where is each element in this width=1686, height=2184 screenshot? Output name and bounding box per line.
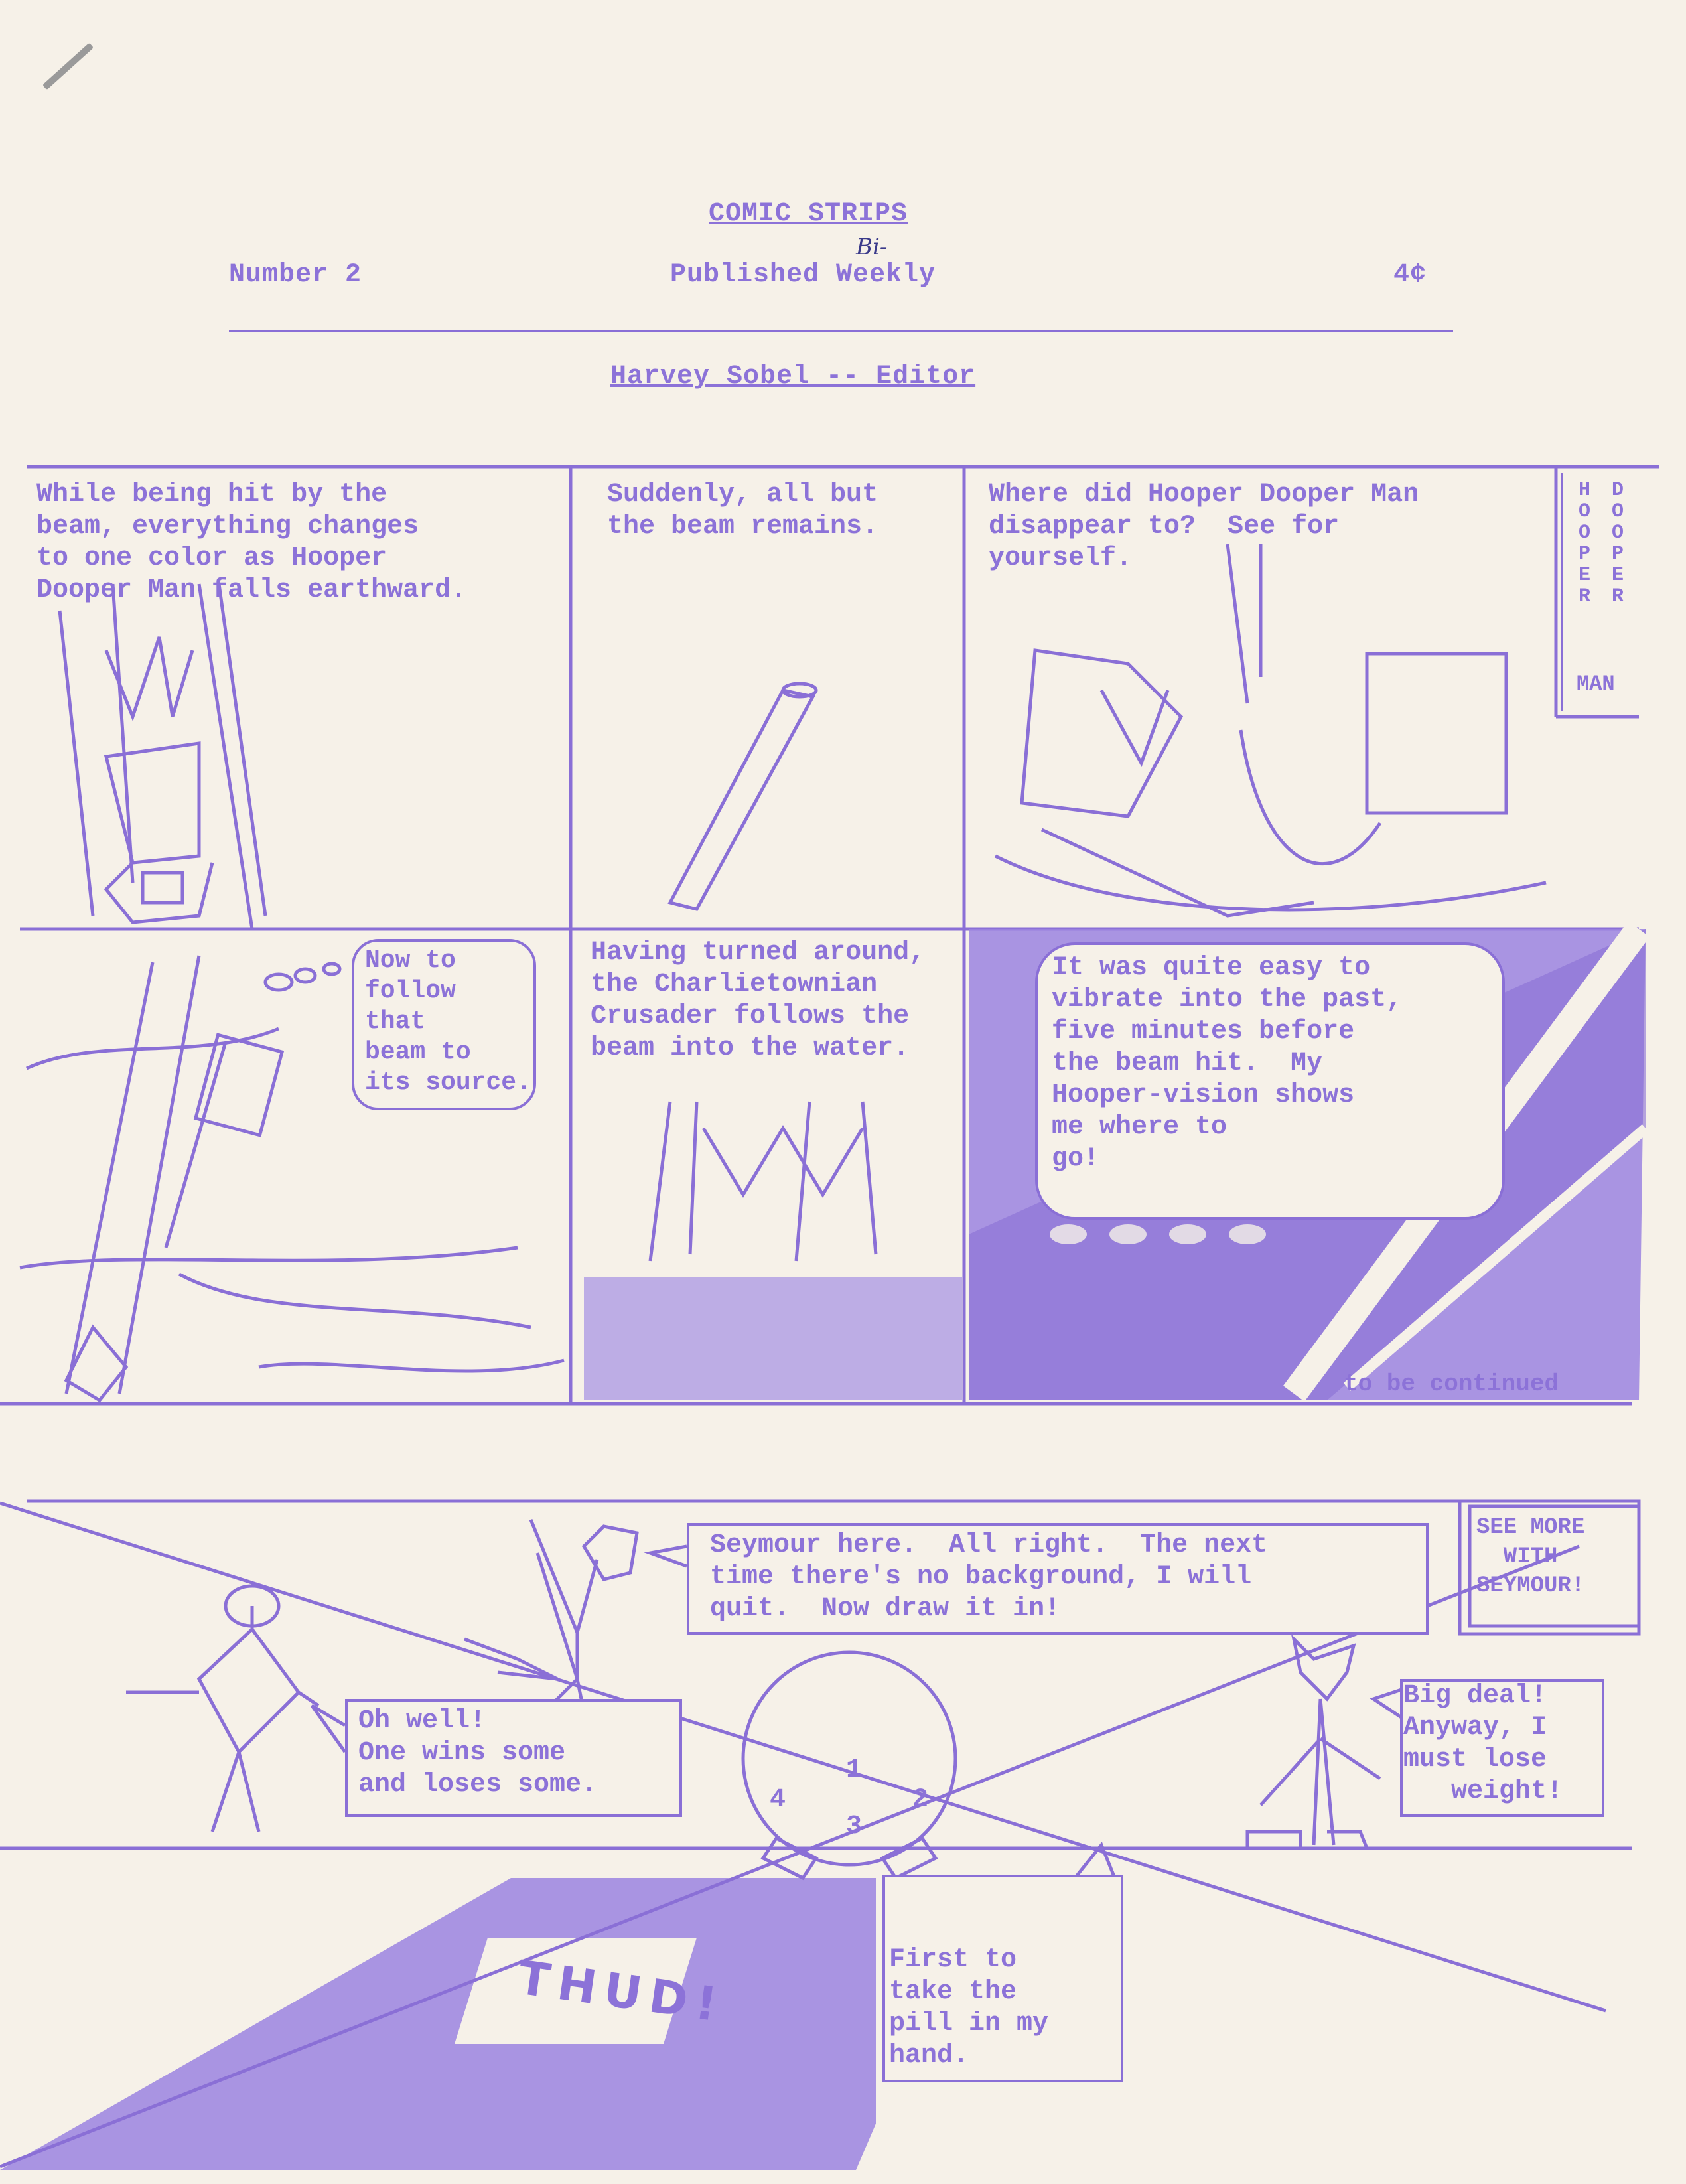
see-more-with-seymour: SEE MORE WITH SEYMOUR! [1476, 1515, 1585, 1599]
circle-number-4: 4 [770, 1785, 786, 1815]
thud-sound-effect: THUD! [514, 1950, 729, 2033]
panel-2-caption: Suddenly, all but the beam remains. [607, 480, 878, 542]
panel-1-caption: While being hit by the beam, everything changes to one color as Hooper Dooper Man falls earthward. [36, 480, 467, 605]
panel-3-caption: Where did Hooper Dooper Man disappear to? See for yourself. [989, 480, 1419, 573]
circle-number-2: 2 [912, 1785, 929, 1815]
publication-frequency: Published Weekly [670, 260, 936, 290]
issue-number: Number 2 [229, 260, 362, 290]
bottom-speech-text: First to take the pill in my hand. [889, 1945, 1049, 2071]
panel-6-caption: It was quite easy to vibrate into the past, five minutes before the beam hit. My Hooper-vision shows me where to go! [1052, 953, 1403, 1174]
panel-4-caption: Now to follow that beam to its source. [365, 946, 531, 1097]
logo-column-hooper: HOOPER [1573, 479, 1596, 607]
right-figure-speech-text: Big deal! Anyway, I must lose weight! [1403, 1681, 1563, 1806]
logo-column-dooper: DOOPER [1606, 479, 1629, 607]
page-title: COMIC STRIPS [709, 199, 908, 229]
circle-number-1: 1 [846, 1755, 863, 1785]
seymour-speech-text: Seymour here. All right. The next time there's no background, I will quit. Now draw it in! [710, 1530, 1268, 1624]
price: 4¢ [1393, 260, 1427, 290]
panel-5-caption: Having turned around, the Charlietownian Crusader follows the beam into the water. [591, 938, 926, 1063]
to-be-continued: to be continued [1344, 1370, 1559, 1398]
circle-number-3: 3 [846, 1812, 863, 1842]
left-figure-speech-text: Oh well! One wins some and loses some. [358, 1706, 598, 1800]
editor-credit: Harvey Sobel -- Editor [610, 362, 976, 392]
frequency-handwritten-correction: Bi- [856, 234, 888, 260]
logo-man: MAN [1577, 672, 1615, 696]
